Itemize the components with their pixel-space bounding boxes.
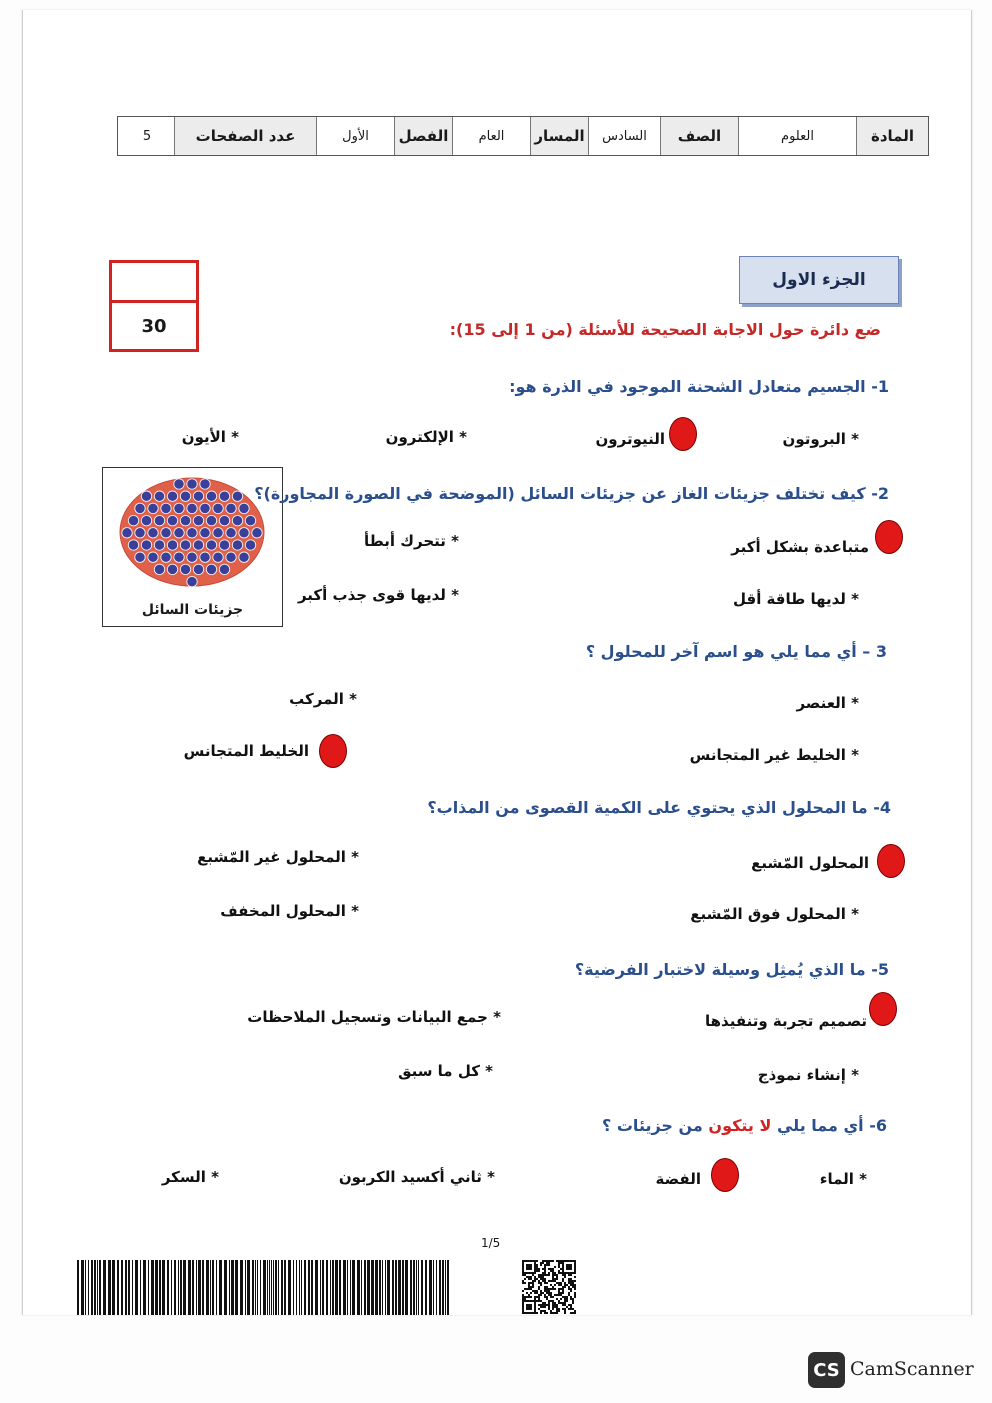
question-2: 2- كيف تختلف جزيئات الغاز عن جزيئات السائل (الموضحة في الصورة المجاورة)؟ <box>254 484 889 503</box>
header-cell-term: الأول <box>316 117 394 155</box>
barcode <box>77 1260 451 1315</box>
header-cell-pages-label: عدد الصفحات <box>174 117 316 155</box>
question-4: 4- ما المحلول الذي يحتوي على الكمية القصوى من المذاب؟ <box>427 798 891 817</box>
header-cell-subject: العلوم <box>738 117 856 155</box>
q3-option-d: الخليط المتجانس <box>183 742 309 760</box>
q3-option-c: * الخليط غير المتجانس <box>689 746 859 764</box>
q1-option-b: النيوترون <box>595 430 665 448</box>
q5-option-a: تصميم تجربة وتنفيذها <box>705 1012 867 1030</box>
q6-option-c: * ثاني أكسيد الكربون <box>338 1168 495 1186</box>
question-1: 1- الجسيم متعادل الشحنة الموجود في الذرة هو: <box>509 377 889 396</box>
q6-option-a: * الماء <box>819 1170 867 1188</box>
particles-illustration <box>117 476 267 588</box>
q4-option-b: * المحلول غير المّشبع <box>197 848 359 866</box>
q1-option-c: * الإلكترون <box>385 428 467 446</box>
q4-option-a: المحلول المّشبع <box>751 854 869 872</box>
q2-option-c: * لديها طاقة أقل <box>732 590 859 608</box>
answer-mark <box>877 844 905 878</box>
q4-option-d: * المحلول المخفف <box>220 902 359 920</box>
q5-option-d: * كل ما سبق <box>398 1062 493 1080</box>
q2-option-b: * تتحرك أبطأ <box>364 532 459 550</box>
answer-mark <box>875 520 903 554</box>
qr-code <box>522 1260 576 1314</box>
part-title: الجزء الاول <box>739 256 899 304</box>
q2-option-d: * لديها قوى جذب أكبر <box>297 586 459 604</box>
camscanner-brand: CamScanner <box>850 1358 974 1380</box>
score-value: 30 <box>141 316 167 337</box>
question-3: 3 – أي مما يلي هو اسم آخر للمحلول ؟ <box>585 642 887 661</box>
instruction: ضع دائرة حول الاجابة الصحيحة للأسئلة (من 1 إلى 15): <box>449 320 881 339</box>
header-cell-track: العام <box>452 117 530 155</box>
header-cell-term-label: الفصل <box>394 117 452 155</box>
figure-caption: جزيئات السائل <box>141 602 244 618</box>
q4-option-c: * المحلول فوق المّشبع <box>690 905 859 923</box>
question-5: 5- ما الذي يُمثِل وسيلة لاختبار الفرضية؟ <box>574 960 889 979</box>
header-cell-track-label: المسار <box>530 117 588 155</box>
q5-option-b: * جمع البيانات وتسجيل الملاحظات <box>247 1008 501 1026</box>
question-6-negation: لا يتكون <box>708 1116 772 1135</box>
answer-mark <box>711 1158 739 1192</box>
question-6 <box>602 1116 887 1135</box>
q5-option-c: * إنشاء نموذج <box>757 1066 859 1084</box>
camscanner-logo: CS <box>808 1352 845 1388</box>
q6-option-b: الفضة <box>655 1170 701 1188</box>
q2-option-a: متباعدة بشكل أكبر <box>731 538 869 556</box>
exam-sheet <box>22 10 972 1315</box>
answer-mark <box>869 992 897 1026</box>
score-box <box>109 260 199 352</box>
page-number: 1/5 <box>481 1236 501 1250</box>
answer-mark <box>319 734 347 768</box>
question-6-start: 6- أي مما يلي <box>771 1116 887 1135</box>
header-table <box>117 116 929 156</box>
question-6-end: من جزيئات ؟ <box>602 1116 709 1135</box>
q3-option-b: * المركب <box>289 690 357 708</box>
q3-option-a: * العنصر <box>796 694 859 712</box>
q6-option-d: * السكر <box>161 1168 219 1186</box>
header-cell-subject-label: المادة <box>856 117 928 155</box>
header-cell-pages: 5 <box>142 128 152 144</box>
header-cell-grade-label: الصف <box>660 117 738 155</box>
q1-option-d: * الأيون <box>181 428 239 446</box>
q1-option-a: * البروتون <box>782 430 859 448</box>
answer-mark <box>669 417 697 451</box>
header-cell-grade: السادس <box>588 117 660 155</box>
